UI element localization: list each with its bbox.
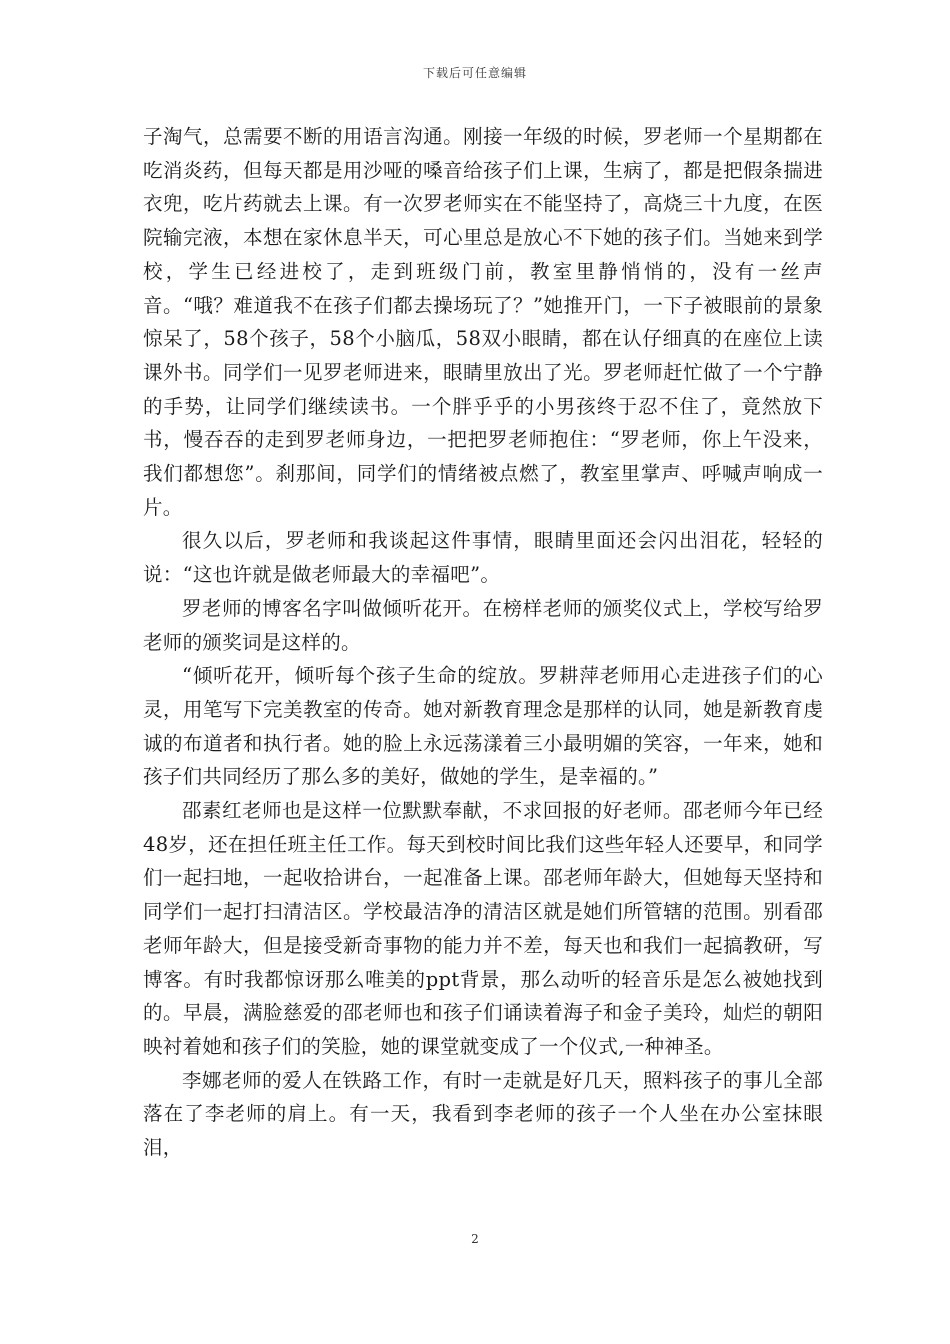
paragraph-4: “倾听花开，倾听每个孩子生命的绽放。罗耕萍老师用心走进孩子们的心灵，用笔写下完美教室的传奇。她对新教育理念是那样的认同，她是新教育虔诚的布道者和执行者。她的脸上永远荡漾着三小最明媚的笑容，一年来，她和孩子们共同经历了那么多的美好，做她的学生，是幸福的。” <box>143 664 823 789</box>
paragraph-5: 邵素红老师也是这样一位默默奉献，不求回报的好老师。邵老师今年已经48岁，还在担任班主任工作。每天到校时间比我们这些年轻人还要早，和同学们一起扫地，一起收拾讲台，一起准备上课。邵老师年龄大，但她每天坚持和同学们一起打扫清洁区。学校最洁净的清洁区就是她们所管辖的范围。别看邵老师年龄大，但是接受新奇事物的能力并不差，每天也和我们一起搞教研，写博客。有时我都惊讶那么唯美的ppt背景，那么动听的轻音乐是怎么被她找到的。早晨，满脸慈爱的邵老师也和孩子们诵读着海子和金子美玲，灿烂的朝阳映衬着她和孩子们的笑脸，她的课堂就变成了一个仪式,一种神圣。 <box>143 799 823 1058</box>
paragraph-2: 很久以后，罗老师和我谈起这件事情，眼睛里面还会闪出泪花，轻轻的说：“这也许就是做老师最大的幸福吧”。 <box>143 529 823 587</box>
page-header: 下载后可任意编辑 <box>422 66 527 80</box>
document-body <box>143 120 823 1165</box>
paragraph-3: 罗老师的博客名字叫做倾听花开。在榜样老师的颁奖仪式上，学校写给罗老师的颁奖词是这样的。 <box>143 596 823 654</box>
paragraph-6: 李娜老师的爱人在铁路工作，有时一走就是好几天，照料孩子的事儿全部落在了李老师的肩上。有一天，我看到李老师的孩子一个人坐在办公室抹眼泪， <box>143 1068 823 1160</box>
page-number: 2 <box>471 1232 479 1246</box>
paragraph-1: 子淘气，总需要不断的用语言沟通。刚接一年级的时候，罗老师一个星期都在吃消炎药，但每天都是用沙哑的嗓音给孩子们上课，生病了，都是把假条揣进衣兜，吃片药就去上课。有一次罗老师实在不能坚持了，高烧三十九度，在医院输完液，本想在家休息半天，可心里总是放心不下她的孩子们。当她来到学校，学生已经进校了，走到班级门前，教室里静悄悄的，没有一丝声音。“哦？难道我不在孩子们都去操场玩了？”她推开门，一下子被眼前的景象惊呆了，58个孩子，58个小脑瓜，58双小眼睛，都在认仔细真的在座位上读课外书。同学们一见罗老师进来，眼睛里放出了光。罗老师赶忙做了一个宁静的手势，让同学们继续读书。一个胖乎乎的小男孩终于忍不住了，竟然放下书，慢吞吞的走到罗老师身边，一把把罗老师抱住：“罗老师，你上午没来，我们都想您”。刹那间，同学们的情绪被点燃了，教室里掌声、呼喊声响成一片。 <box>143 125 823 519</box>
